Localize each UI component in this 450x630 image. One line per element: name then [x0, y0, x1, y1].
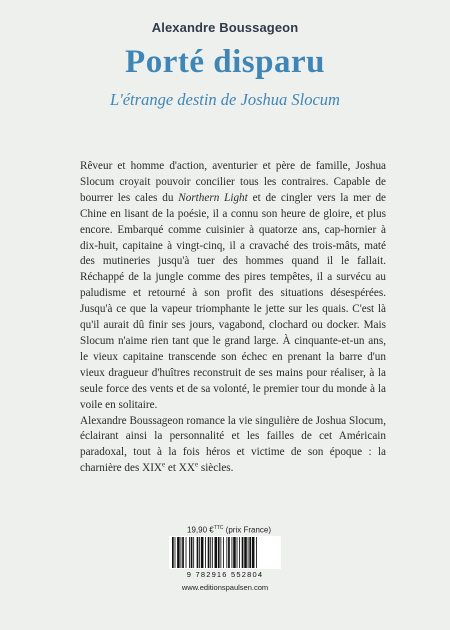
price-value: 19,90 €	[187, 525, 214, 535]
barcode	[169, 536, 281, 569]
back-cover-blurb	[80, 159, 386, 477]
publisher-website: www.editionspaulsen.com	[181, 583, 269, 592]
isbn-number: 9 782916 552804	[186, 570, 264, 579]
author-name: Alexandre Boussageon	[151, 20, 299, 35]
blurb-paragraph-1: Rêveur et homme d'action, aventurier et père de famille, Joshua Slocum croyait pouvoir concilier tous les contraires. Capable de bourrer les cales du Northern Light et de cingler vers la mer de Chine en lisant de la poésie, il a connu son heure de gloire, et plus encore. Embarqué comme cuisinier à quatorze ans, cap-hornier à dix-huit, capitaine à vingt-cinq, il a cravaché des trois-mâts, maté des mutineries jusqu'à tuer des hommes quand il le fallait. Réchappé de la jungle comme des pires tempêtes, il a survécu au paludisme et retourné à son profit des situations désespérées. Jusqu'à ce que la vapeur triomphante le jette sur les quais. C'est là qu'il aurait dû finir ses jours, vagabond, clochard ou docker. Mais Slocum n'aime rien tant que le grand large. À cinquante-et-un ans, le vieux capitaine transcende son échec en prenant la barre d'un vieux dragueur d'huîtres reconstruit de ses mains pour réaliser, à la seule force des vents et de sa volonté, le premier tour du monde à la voile en solitaire.	[80, 160, 387, 411]
barcode-icon	[169, 536, 281, 569]
price-label	[187, 525, 271, 535]
price-tax: TTC	[213, 525, 224, 531]
book-subtitle: L'étrange destin de Joshua Slocum	[110, 90, 340, 109]
book-title: Porté disparu	[125, 44, 325, 80]
blurb-paragraph-2: Alexandre Boussageon romance la vie singulière de Joshua Slocum, éclairant ainsi la personnalité et les failles de cet Américain paradoxal, tout à la fois héros et victime de son époque : la charnière des XIXe et XXe siècles.	[80, 414, 386, 475]
ship-name: Northern Light	[178, 191, 248, 204]
price-note: (prix France)	[225, 525, 272, 535]
